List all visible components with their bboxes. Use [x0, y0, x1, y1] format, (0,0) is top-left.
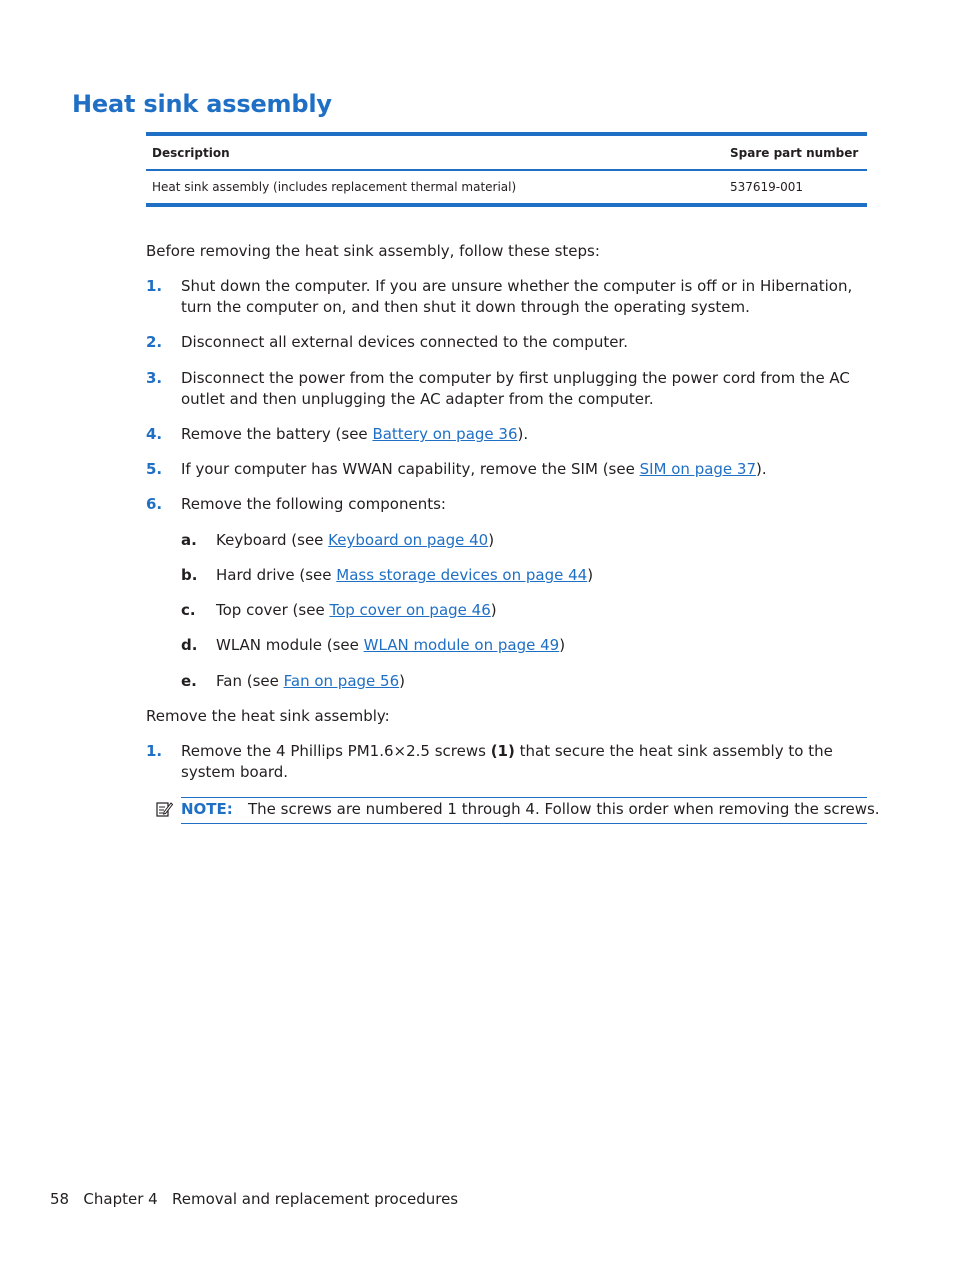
substep-letter: d. — [181, 636, 198, 654]
step-text-pre: Remove the 4 Phillips PM1.6×2.5 screws — [181, 742, 491, 760]
intro-text: Before removing the heat sink assembly, follow these steps: — [146, 242, 600, 260]
substep-text-pre: WLAN module (see — [216, 636, 364, 654]
step-text: Remove the following components: — [181, 495, 446, 513]
step-number: 6. — [146, 495, 163, 513]
table-row — [146, 171, 867, 203]
step-text-post: ). — [517, 425, 529, 443]
step-number: 1. — [146, 742, 163, 760]
step-number: 1. — [146, 277, 163, 295]
column-header-spare-part: Spare part number — [730, 145, 859, 160]
substep-text-pre: Keyboard (see — [216, 531, 329, 549]
step-text-post: ). — [756, 460, 767, 478]
page-number: 58 — [50, 1190, 70, 1208]
wlan-module-link[interactable]: WLAN module on page 49 — [363, 636, 560, 654]
row-spare-part: 537619-001 — [730, 180, 804, 194]
step-number: 3. — [146, 369, 163, 387]
row-description: Heat sink assembly (includes replacement thermal material) — [152, 180, 517, 194]
substep-text-post: ) — [488, 531, 495, 549]
substep-text-post: ) — [490, 601, 497, 619]
step-text — [181, 424, 867, 445]
top-cover-link[interactable]: Top cover on page 46 — [329, 601, 491, 619]
substep-text-post: ) — [399, 672, 405, 690]
table-header — [146, 136, 867, 171]
remove-intro-text: Remove the heat sink assembly: — [146, 707, 390, 725]
substep-text-post: ) — [559, 636, 566, 654]
substep-text-pre: Top cover (see — [216, 601, 330, 619]
step-number: 2. — [146, 333, 163, 351]
step-text — [181, 741, 867, 783]
chapter-label: Chapter 4 — [83, 1190, 158, 1208]
substep-text — [216, 530, 494, 551]
substep-letter: b. — [181, 566, 198, 584]
step-text-pre: If your computer has WWAN capability, remove the SIM (see — [181, 460, 640, 478]
mass-storage-link[interactable]: Mass storage devices on page 44 — [336, 566, 588, 584]
keyboard-link[interactable]: Keyboard on page 40 — [328, 531, 489, 549]
step-text: Shut down the computer. If you are unsure whether the computer is off or in Hibernation, turn the computer on, and then shut it down through the operating system. — [181, 277, 853, 316]
sim-link[interactable]: SIM on page 37 — [639, 460, 757, 478]
note-icon — [155, 800, 173, 818]
substep-text-pre: Fan (see — [216, 672, 284, 690]
page-footer — [50, 1189, 458, 1210]
battery-link[interactable]: Battery on page 36 — [372, 425, 518, 443]
note-box — [181, 797, 880, 824]
step-text — [181, 459, 867, 480]
substep-text-post: ) — [587, 566, 594, 584]
step-number: 4. — [146, 425, 163, 443]
substep-letter: a. — [181, 531, 197, 549]
step-text-pre: Remove the battery (see — [181, 425, 373, 443]
substep-text — [216, 565, 593, 586]
step-number: 5. — [146, 460, 163, 478]
substep-letter: e. — [181, 672, 197, 690]
step-text-post: that secure the heat sink assembly to the system board. — [181, 742, 833, 781]
fan-link[interactable]: Fan on page 56 — [283, 672, 400, 690]
substep-text-pre: Hard drive (see — [216, 566, 337, 584]
callout-number: (1) — [490, 742, 515, 760]
step-text: Disconnect the power from the computer by first unplugging the power cord from the AC outlet and then unplugging the AC adapter from the computer. — [181, 369, 850, 408]
substep-text — [216, 671, 405, 692]
spare-parts-table — [146, 132, 867, 207]
page-title: Heat sink assembly — [72, 90, 332, 118]
substep-text — [216, 635, 565, 656]
note-label: NOTE: — [181, 800, 233, 818]
substep-text — [216, 600, 497, 621]
note-text: The screws are numbered 1 through 4. Follow this order when removing the screws. — [248, 800, 880, 818]
column-header-description: Description — [152, 145, 230, 160]
step-text: Disconnect all external devices connected to the computer. — [181, 333, 628, 351]
chapter-title: Removal and replacement procedures — [172, 1190, 459, 1208]
substep-letter: c. — [181, 601, 196, 619]
